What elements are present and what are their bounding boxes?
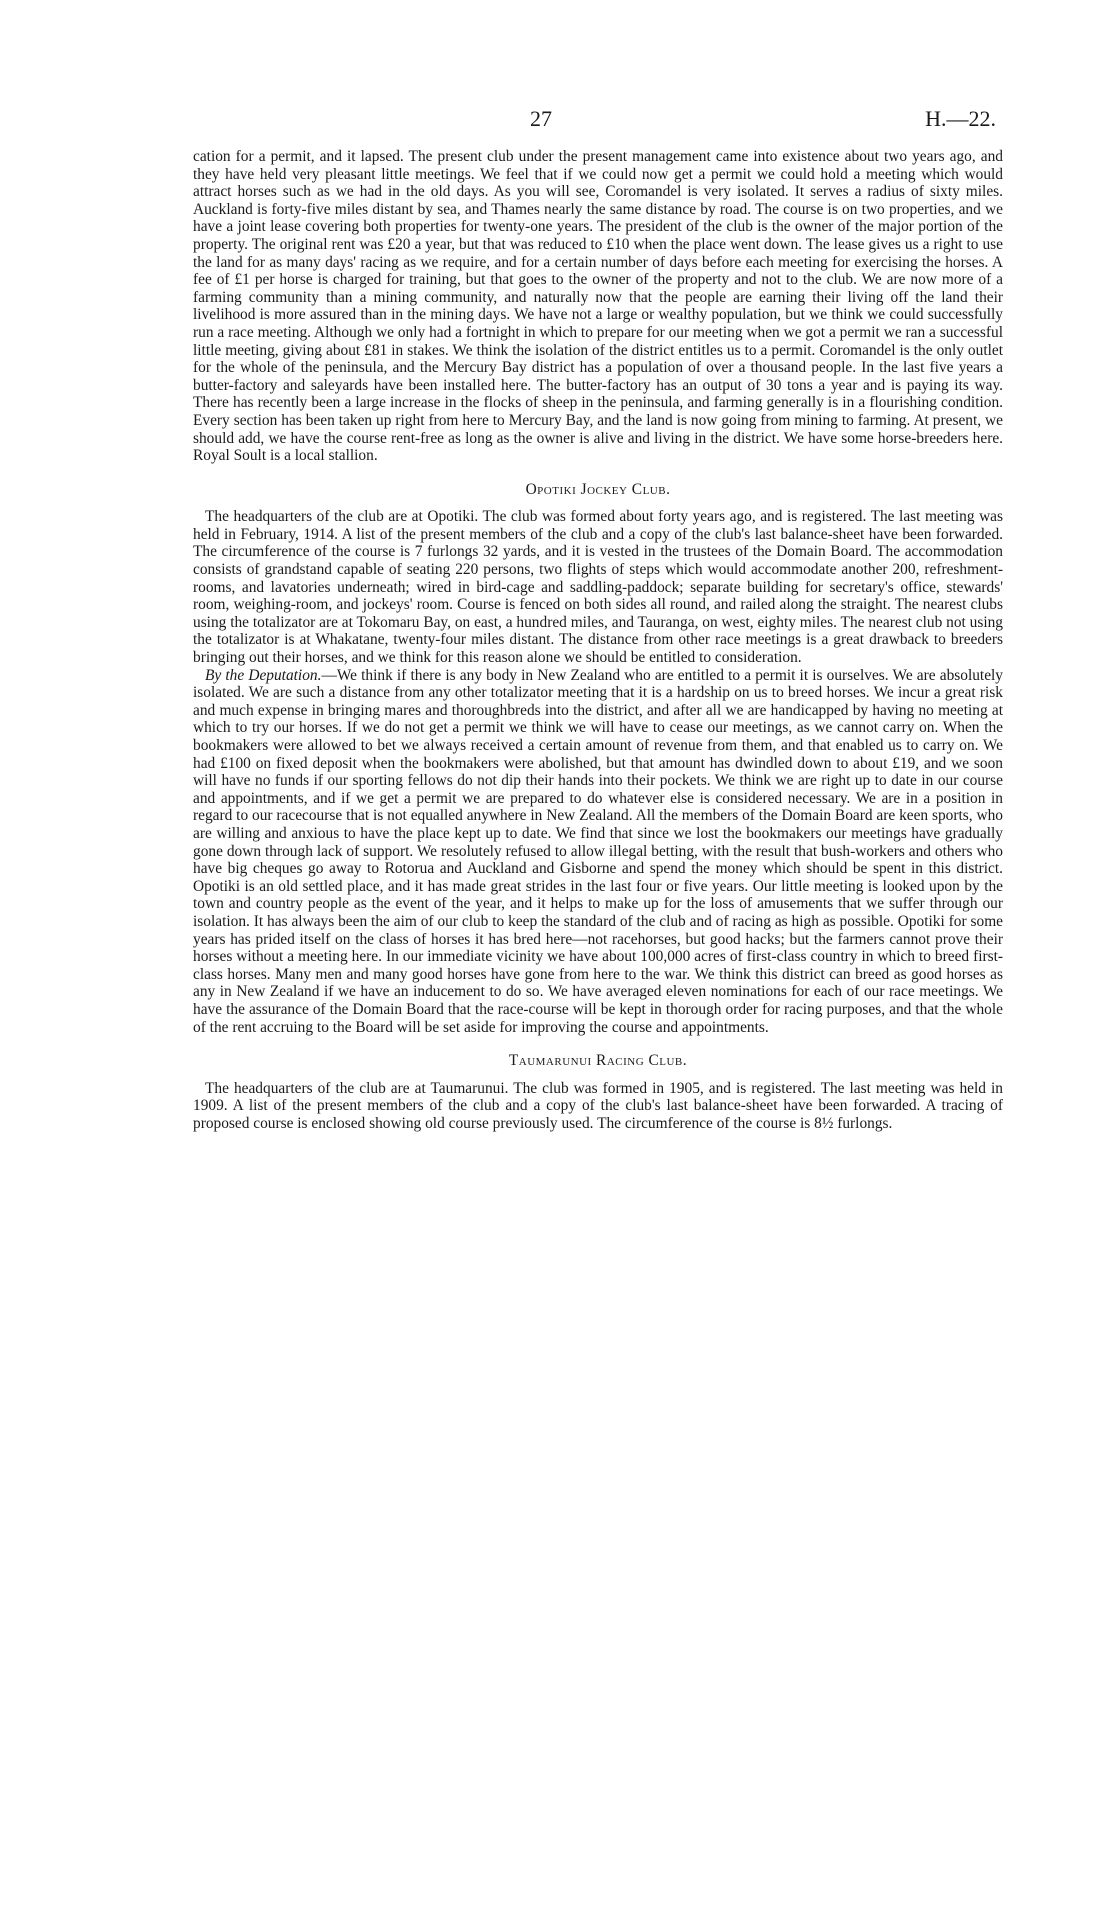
opotiki-paragraph-2 xyxy=(193,667,1003,1036)
deputation-lead: By the Deputation. xyxy=(205,666,322,684)
page-number: 27 xyxy=(530,106,552,131)
page-header xyxy=(0,106,1114,136)
section-title-opotiki: Opotiki Jockey Club. xyxy=(525,480,671,498)
taumarunui-paragraph-1: The headquarters of the club are at Taumarunui. The club was formed in 1905, and is registered. The last meeting was held in 1909. A list of the present members of the club and a copy of the club's last balance-sheet have been forwarded. A tracing of proposed course is enclosed showing old course previously used. The circumference of the course is 8½ furlongs. xyxy=(193,1079,1003,1132)
opotiki-paragraph-2-text: —We think if there is any body in New Zealand who are entitled to a permit it is ourselves. We are absolutely isolated. We are such a distance from any other totalizator meeting that it is a hardship on us to breed horses. We incur a great risk and much expense in bringing mares and thoroughbreds into the district, and after all we are handicapped by having no meeting at which to try our horses. If we do not get a permit we think we will have to cease our meetings, as we cannot carry on. When the bookmakers were allowed to bet we always received a certain amount of revenue from them, and that enabled us to carry on. We had £100 on fixed deposit when the bookmakers were abolished, but that amount has dwindled down to about £19, and we soon will have no funds if our sporting fellows do not dip their hands into their pockets. We think we are right up to date in our course and appointments, and if we get a permit we are prepared to do whatever else is considered necessary. We are in a position in regard to our racecourse that is not equalled anywhere in New Zealand. All the members of the Domain Board are keen sports, who are willing and anxious to have the place kept up to date. We find that since we lost the bookmakers our meetings have gradually gone down through lack of support. We resolutely refused to allow illegal betting, with the result that bush-workers and others who have big cheques go away to Rotorua and Auckland and Gisborne and spend the money which should be spent in this district. Opotiki is an old settled place, and it has made great strides in the last four or five years. Our little meeting is looked upon by the town and country people as the event of the year, and it helps to make up for the loss of amusements that we suffer through our isolation. It has always been the aim of our club to keep the standard of the club and of racing as high as possible. Opotiki for some years has prided itself on the class of horses it has bred here—not racehorses, but good hacks; but the farmers cannot prove their horses without a meeting here. In our immediate vicinity we have about 100,000 acres of first-class country in which to breed first-class horses. Many men and many good horses have gone from here to the war. We think this district can breed as good horses as any in New Zealand if we have an inducement to do so. We have averaged eleven nominations for each of our race meetings. We have the assurance of the Domain Board that the race-course will be kept in thorough order for racing purposes, and that the whole of the rent accruing to the Board will be set aside for improving the course and appointments. xyxy=(193,666,1004,1036)
body-text xyxy=(193,148,1003,1132)
section-title-taumarunui: Taumarunui Racing Club. xyxy=(508,1052,688,1070)
document-code: H.—22. xyxy=(925,106,996,131)
opotiki-paragraph-1: The headquarters of the club are at Opotiki. The club was formed about forty years ago, and is registered. The last meeting was held in February, 1914. A list of the present members of the club and a copy of the club's last balance-sheet have been forwarded. The circumference of the course is 7 furlongs 32 yards, and it is vested in the trustees of the Domain Board. The accommodation consists of grandstand capable of seating 220 persons, two flights of steps which would accommodate another 200, refreshment-rooms, and lavatories underneath; wired in bird-cage and saddling-paddock; separate building for secretary's office, stewards' room, weighing-room, and jockeys' room. Course is fenced on both sides all round, and railed along the straight. The nearest clubs using the totalizator are at Tokomaru Bay, on east, a hundred miles, and Tauranga, on west, eighty miles. The nearest club not using the totalizator is at Whakatane, twenty-four miles distant. The distance from other race meetings is a great drawback to breeders bringing out their horses, and we think for this reason alone we should be entitled to consideration. xyxy=(193,508,1003,667)
intro-paragraph: cation for a permit, and it lapsed. The present club under the present management came into existence about two years ago, and they have held very pleasant little meetings. We feel that if we could now get a permit we could hold a meeting which would attract horses such as we had in the old days. As you will see, Coromandel is very isolated. It serves a radius of sixty miles. Auckland is forty-five miles distant by sea, and Thames nearly the same distance by road. The course is on two properties, and we have a joint lease covering both properties for twenty-one years. The president of the club is the owner of the major portion of the property. The original rent was £20 a year, but that was reduced to £10 when the place went down. The lease gives us a right to use the land for as many days' racing as we require, and for a certain number of days before each meeting for exercising the horses. A fee of £1 per horse is charged for training, but that goes to the owner of the property and not to the club. We are now more of a farming community than a mining community, and naturally now that the people are earning their living off the land their livelihood is more assured than in the mining days. We have not a large or wealthy population, but we think we could successfully run a race meeting. Although we only had a fortnight in which to prepare for our meeting when we got a permit we ran a successful little meeting, giving about £81 in stakes. We think the isolation of the district entitles us to a permit. Coromandel is the only outlet for the whole of the peninsula, and the Mercury Bay district has a population of over a thousand people. In the last five years a butter-factory and saleyards have been installed here. The butter-factory has an output of 30 tons a year and is paying its way. There has recently been a large increase in the flocks of sheep in the peninsula, and farming generally is in a flourishing condition. Every section has been taken up right from here to Mercury Bay, and the land is now going from mining to farming. At present, we should add, we have the course rent-free as long as the owner is alive and living in the district. We have some horse-breeders here. Royal Soult is a local stallion. xyxy=(193,148,1003,465)
